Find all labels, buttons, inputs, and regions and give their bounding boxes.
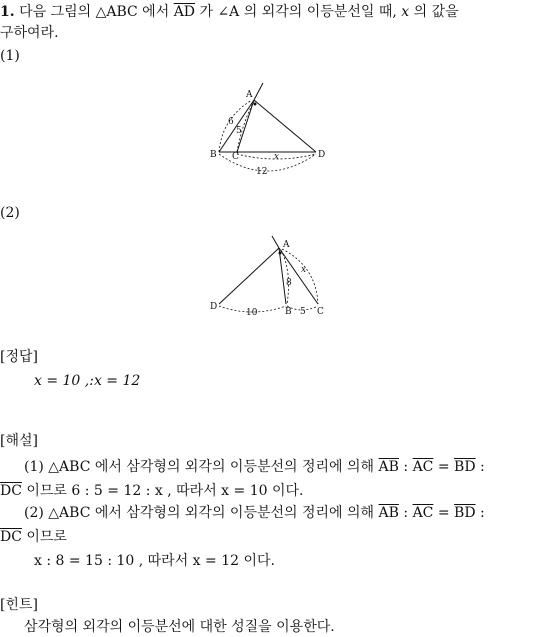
segment-AB: $\overline{AB}$ [378, 505, 399, 521]
fig1-length-AC: 5 [236, 126, 242, 136]
explanation-p2-line2 [0, 527, 67, 547]
segment-AD [219, 248, 279, 304]
problem-text-pre: 다음 그림의 △ABC 에서 [19, 4, 174, 20]
problem-line-2: 구하여라. [0, 25, 59, 41]
fig2-point-A: A [283, 240, 290, 250]
segment-AB: $\overline{AB}$ [378, 459, 399, 475]
segment-AC: $\overline{AC}$ [412, 459, 434, 475]
hint-text: 삼각형의 외각의 이등분선에 대한 성질을 이용한다. [24, 619, 335, 635]
fig1-point-C: C [232, 152, 239, 162]
explanation-p2-text: (2) △ABC 에서 삼각형의 외각의 이등분선의 정리에 의해 [24, 505, 379, 521]
problem-text-post: 의 값을 [409, 4, 459, 20]
ratio-colon: : [398, 459, 413, 475]
explanation-p1-line2 [0, 481, 303, 501]
segment-BD: $\overline{BD}$ [454, 459, 476, 475]
fig1-point-B: B [210, 150, 217, 160]
fig1-point-D: D [318, 150, 326, 160]
explanation-p2-line3: x : 8 = 15 : 10 , 따라서 x = 12 이다. [34, 553, 275, 569]
fig1-point-A: A [246, 90, 253, 100]
segment-AC: $\overline{AC}$ [412, 505, 434, 521]
explanation-p1-conclusion: 이므로 6 : 5 = 12 : x , 따라서 x = 10 이다. [21, 483, 304, 499]
fig2-length-DB: 10 [246, 308, 258, 318]
equals-sign: = [433, 459, 455, 475]
problem-text-mid: 가 ∠A 의 외각의 이등분선일 때, [195, 4, 402, 20]
segment-BD: $\overline{BD}$ [454, 505, 476, 521]
variable-x: x [401, 4, 410, 20]
segment-DC: $\overline{DC}$ [0, 529, 22, 545]
fig2-length-BC: 5 [300, 307, 306, 317]
fig2-length-AC: x [301, 265, 307, 275]
fig1-length-CD: x [274, 152, 280, 162]
explanation-p2-line1 [24, 503, 485, 523]
ratio-colon: : [475, 505, 485, 521]
fig2-point-C: C [317, 307, 324, 317]
fig2-point-B: B [285, 307, 292, 317]
answer-text: x = 10 ,:x = 12 [34, 373, 141, 389]
answer-heading: [정답] [0, 349, 38, 365]
fig2-point-D: D [210, 302, 218, 312]
explanation-heading: [해설] [0, 433, 38, 449]
problem-number: 1. [0, 4, 15, 20]
fig1-length-AB: 6 [228, 117, 234, 127]
hint-heading: [힌트] [0, 597, 38, 613]
fig1-length-BD: 12 [256, 167, 268, 177]
problem-line-1 [0, 2, 459, 22]
ratio-colon: : [475, 459, 485, 475]
segment-AD: $\overline{AD}$ [173, 4, 196, 20]
explanation-p1-line1 [24, 457, 485, 477]
figure1-label: (1) [0, 48, 20, 64]
figure2-label: (2) [0, 205, 20, 221]
figure2-diagram [0, 232, 534, 322]
segment-AD [254, 100, 316, 152]
explanation-p2-text-2: 이므로 [21, 529, 67, 545]
fig2-length-AB: 8 [286, 278, 292, 288]
ratio-colon: : [398, 505, 413, 521]
figure1-diagram [0, 80, 534, 190]
equals-sign: = [433, 505, 455, 521]
segment-DC: $\overline{DC}$ [0, 483, 22, 499]
explanation-p1-text: (1) △ABC 에서 삼각형의 외각의 이등분선의 정리에 의해 [24, 459, 379, 475]
